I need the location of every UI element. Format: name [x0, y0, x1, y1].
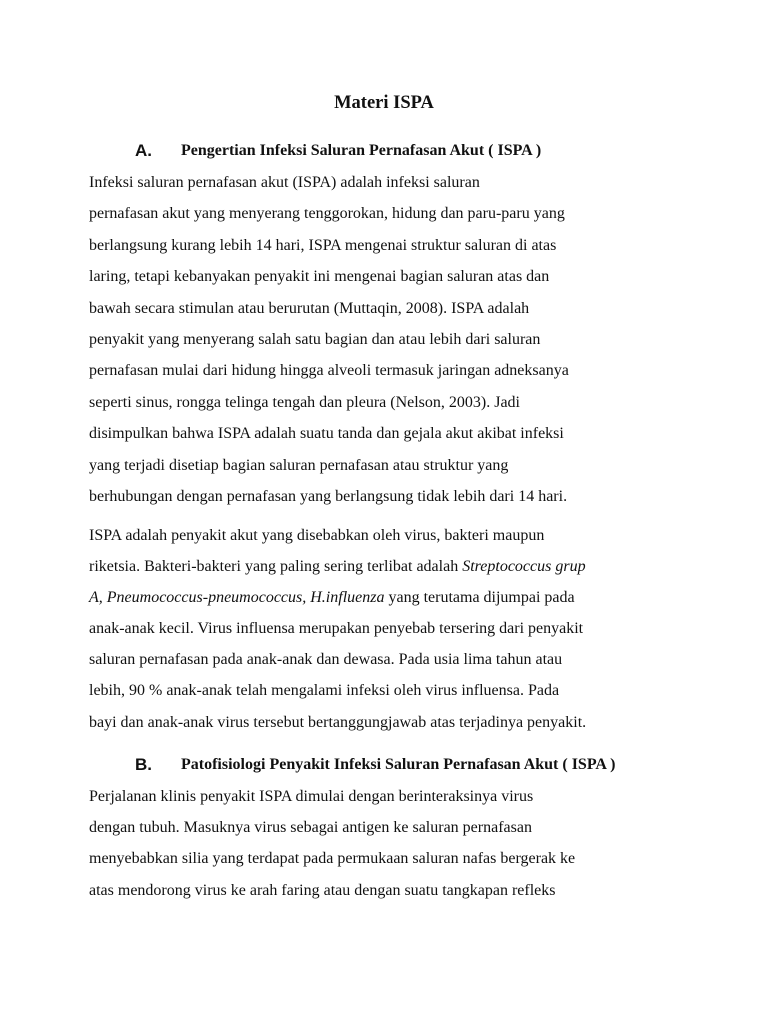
section-a-letter: A.	[135, 141, 152, 160]
section-a-title: Pengertian Infeksi Saluran Pernafasan Akut ( ISPA )	[181, 142, 542, 159]
paragraph-line: yang terjadi disetiap bagian saluran pernafasan atau struktur yang	[89, 456, 509, 474]
italic-term: A, Pneumococcus-pneumococcus, H.influenza	[89, 589, 385, 607]
section-b-paragraph-1	[89, 787, 689, 912]
paragraph-line: berlangsung kurang lebih 14 hari, ISPA mengenai struktur saluran di atas	[89, 236, 557, 254]
paragraph-line: Perjalanan klinis penyakit ISPA dimulai dengan berinteraksinya virus	[89, 788, 534, 805]
paragraph-line: pernafasan mulai dari hidung hingga alveoli termasuk jaringan adneksanya	[89, 362, 569, 380]
paragraph-line: Infeksi saluran pernafasan akut (ISPA) adalah infeksi saluran	[89, 174, 480, 191]
paragraph-line: laring, tetapi kebanyakan penyakit ini mengenai bagian saluran atas dan	[89, 268, 550, 286]
page-title: Materi ISPA	[334, 93, 434, 113]
paragraph-line	[89, 588, 689, 619]
paragraph-line: penyakit yang menyerang salah satu bagian dan atau lebih dari saluran	[89, 330, 541, 348]
paragraph-line: lebih, 90 % anak-anak telah mengalami infeksi oleh virus influensa. Pada	[89, 682, 560, 700]
paragraph-line: anak-anak kecil. Virus influensa merupakan penyebab tersering dari penyakit	[89, 620, 584, 638]
paragraph-line: menyebabkan silia yang terdapat pada permukaan saluran nafas bergerak ke	[89, 850, 576, 868]
paragraph-line: disimpulkan bahwa ISPA adalah suatu tanda dan gejala akut akibat infeksi	[89, 425, 564, 443]
paragraph-line: bawah secara stimulan atau berurutan (Muttaqin, 2008). ISPA adalah	[89, 299, 530, 317]
section-b-letter: B.	[135, 755, 152, 774]
paragraph-line: saluran pernafasan pada anak-anak dan dewasa. Pada usia lima tahun atau	[89, 651, 563, 669]
paragraph-line: berhubungan dengan pernafasan yang berlangsung tidak lebih dari 14 hari.	[89, 487, 568, 505]
line-text: riketsia. Bakteri-bakteri yang paling sering terlibat adalah	[89, 558, 463, 576]
paragraph-line: seperti sinus, rongga telinga tengah dan pleura (Nelson, 2003). Jadi	[89, 393, 520, 411]
paragraph-line: atas mendorong virus ke arah faring atau dengan suatu tangkapan refleks	[89, 881, 556, 899]
section-a-paragraph-2	[89, 526, 689, 744]
paragraph-line: dengan tubuh. Masuknya virus sebagai antigen ke saluran pernafasan	[89, 819, 532, 837]
paragraph-line	[89, 557, 689, 588]
paragraph-line: ISPA adalah penyakit akut yang disebabkan oleh virus, bakteri maupun	[89, 527, 545, 544]
section-a-paragraph-1	[89, 173, 689, 518]
section-b-title: Patofisiologi Penyakit Infeksi Saluran Pernafasan Akut ( ISPA )	[181, 756, 616, 773]
paragraph-line: bayi dan anak-anak virus tersebut bertanggungjawab atas terjadinya penyakit.	[89, 713, 587, 731]
italic-term: Streptococcus grup	[462, 558, 586, 576]
paragraph-line: pernafasan akut yang menyerang tenggorokan, hidung dan paru-paru yang	[89, 205, 565, 223]
line-text: yang terutama dijumpai pada	[384, 589, 575, 607]
